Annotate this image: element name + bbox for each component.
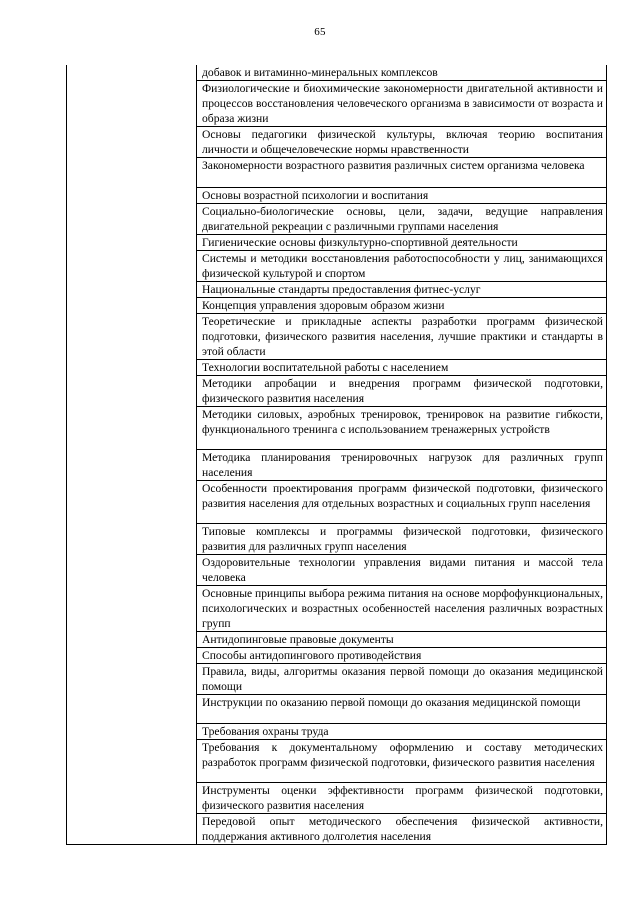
table-row [197, 407, 606, 450]
row-text: Методика планирования тренировочных нагрузок для различных групп населения [202, 450, 603, 479]
table-row [197, 648, 606, 664]
row-text: Концепция управления здоровым образом жизни [202, 298, 445, 312]
table-row [197, 298, 606, 314]
row-text: Типовые комплексы и программы физической подготовки, физического развития для различных групп населения [202, 524, 603, 553]
row-text: Инструменты оценки эффективности программ физической подготовки, физического развития населения [202, 784, 603, 812]
table-row [197, 188, 606, 204]
table-row [197, 724, 606, 740]
row-text: Антидопинговые правовые документы [202, 632, 394, 646]
row-text: Требования охраны труда [202, 724, 329, 738]
row-text: Основы возрастной психологии и воспитания [202, 188, 429, 202]
table-row [197, 783, 606, 814]
row-text: Физиологические и биохимические закономерности двигательной активности и процессов восстановления человеческого организма в зависимости от возраста и образа жизни [202, 82, 603, 125]
table-row [197, 814, 606, 844]
table-row [197, 235, 606, 251]
row-text: Оздоровительные технологии управления видами питания и массой тела человека [202, 555, 603, 584]
row-text: Гигиенические основы физкультурно-спортивной деятельности [202, 235, 518, 249]
row-text: Инструкции по оказанию первой помощи до оказания медицинской помощи [202, 695, 581, 709]
table-rows [197, 65, 606, 844]
row-text: Закономерности возрастного развития различных систем организма человека [202, 159, 585, 172]
row-text: Передовой опыт методического обеспечения физической активности, поддержания активного долголетия населения [202, 815, 603, 843]
row-text: Методики силовых, аэробных тренировок, тренировок на развитие гибкости, функционального тренинга с использованием тренажерных устройств [202, 407, 603, 436]
table-row [197, 314, 606, 360]
row-text: добавок и витаминно-минеральных комплексов [202, 66, 438, 79]
row-text: Основные принципы выбора режима питания на основе морфофункциональных, психологических и возрастных особенностей населения различных возрастных групп [202, 586, 603, 630]
table-row [197, 282, 606, 298]
table-row [197, 740, 606, 783]
table-row [197, 695, 606, 724]
table-row [197, 450, 606, 481]
table-row [197, 360, 606, 376]
page-number: 65 [314, 26, 326, 38]
row-text: Социально-биологические основы, цели, задачи, ведущие направления двигательной рекреации с различными группами населения [202, 204, 603, 233]
row-text: Методики апробации и внедрения программ физической подготовки, физического развития населения [202, 376, 603, 405]
table-row [197, 481, 606, 524]
table-row [197, 158, 606, 188]
table-row [197, 664, 606, 695]
table-row [197, 586, 606, 632]
row-text: Основы педагогики физической культуры, включая теорию воспитания личности и общечеловеческие нормы нравственности [202, 128, 603, 156]
row-text: Системы и методики восстановления работоспособности у лиц, занимающихся физической культурой и спортом [202, 251, 603, 280]
table-row [197, 81, 606, 127]
row-text: Требования к документальному оформлению и составу методических разработок программ физической подготовки, физического развития населения [202, 740, 603, 769]
row-text: Правила, виды, алгоритмы оказания первой помощи до оказания медицинской помощи [202, 664, 603, 693]
table-row [197, 251, 606, 282]
table-row [197, 376, 606, 407]
table-left-column [67, 65, 197, 844]
row-text: Национальные стандарты предоставления фитнес-услуг [202, 282, 481, 296]
knowledge-table [66, 65, 607, 845]
table-row [197, 127, 606, 158]
table-row [197, 555, 606, 586]
table-row [197, 632, 606, 648]
table-row [197, 65, 606, 81]
row-text: Особенности проектирования программ физической подготовки, физического развития населения для отдельных возрастных и социальных групп населения [202, 481, 603, 510]
row-text: Технологии воспитательной работы с населением [202, 360, 449, 374]
table-row [197, 524, 606, 555]
table-row [197, 204, 606, 235]
row-text: Теоретические и прикладные аспекты разработки программ физической подготовки, физического развития населения, лучшие практики и стандарты в этой области [202, 314, 603, 358]
row-text: Способы антидопингового противодействия [202, 648, 422, 662]
